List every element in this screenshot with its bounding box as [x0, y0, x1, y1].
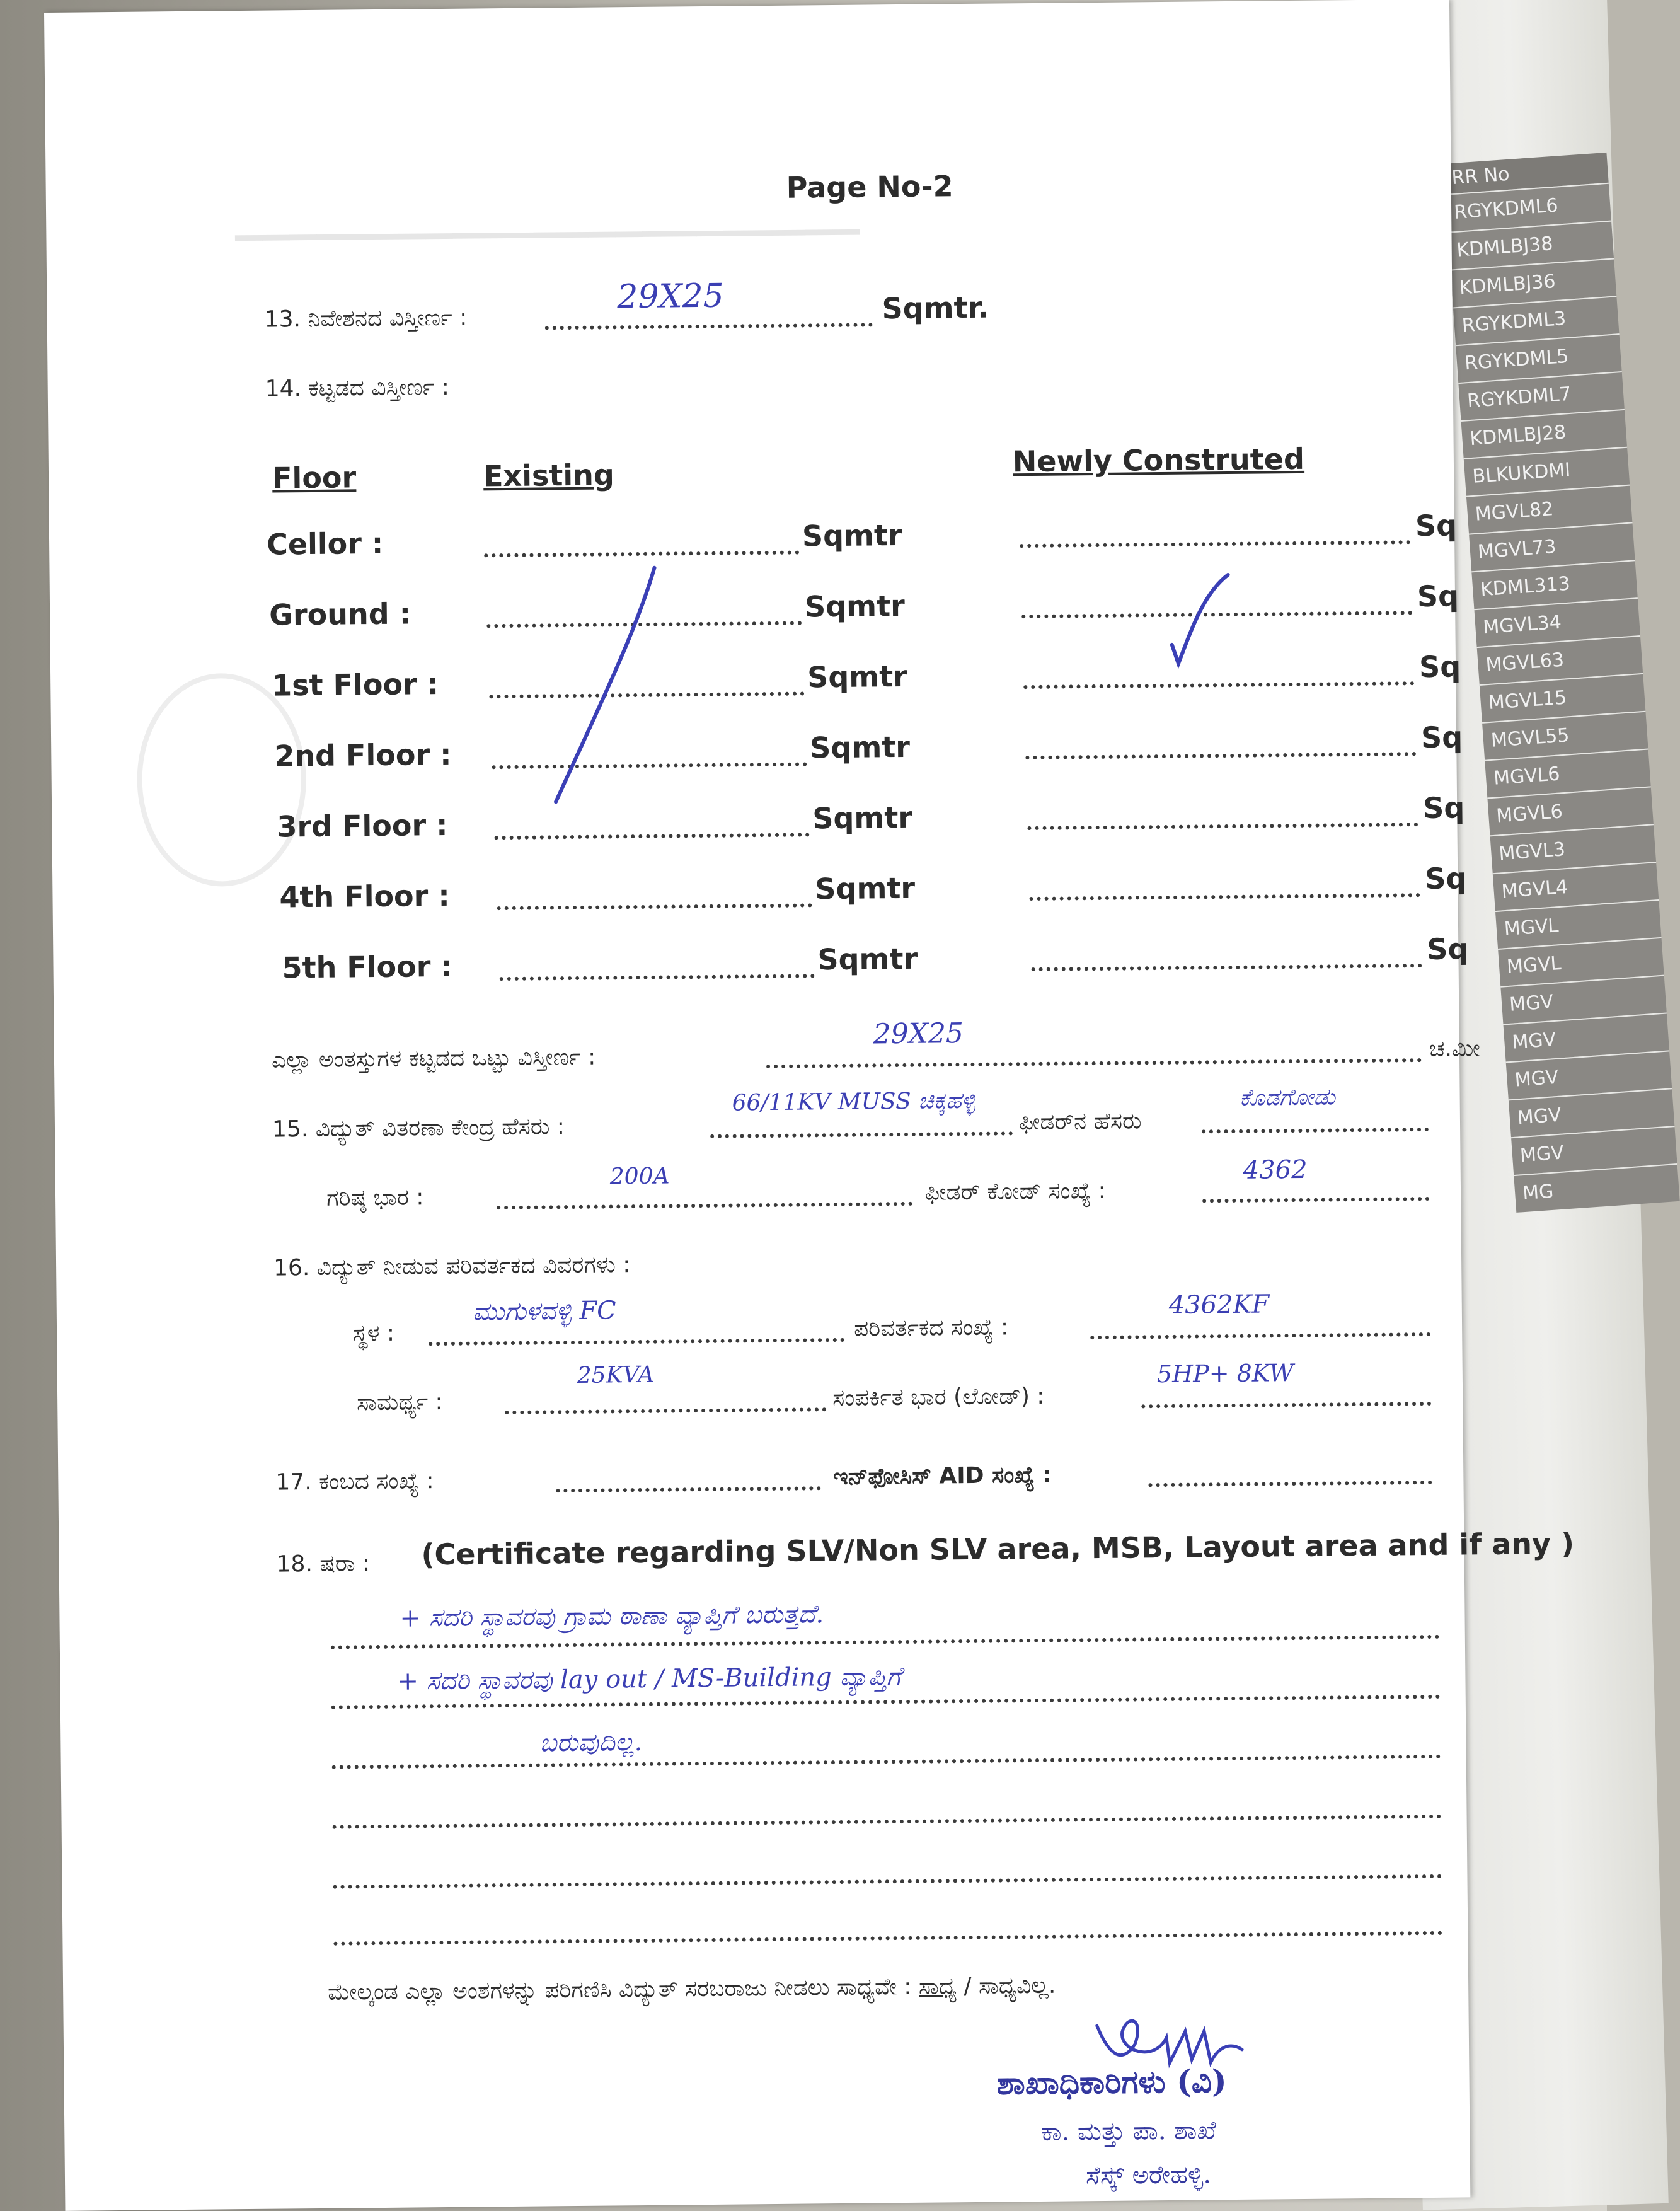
column-floor: Floor: [272, 460, 357, 495]
column-newly-constructed: Newly Construted: [1012, 441, 1305, 479]
item17-aid-dotted-line: [1148, 1481, 1432, 1487]
rr-list-item: MGVL55: [1482, 711, 1648, 760]
item15-max-load-dotted-line: [497, 1202, 912, 1209]
remarks-line-3: [332, 1755, 1441, 1769]
remark-3: ಬರುವುದಿಲ್ಲ.: [539, 1728, 643, 1758]
floor-label: 3rd Floor :: [277, 807, 448, 844]
rr-list-item: MGV: [1509, 1088, 1675, 1137]
item15-feeder-code-dotted-line: [1202, 1197, 1429, 1203]
feasibility-option-no: ಸಾಧ್ಯವಿಲ್ಲ.: [978, 1972, 1056, 1999]
item15-feeder-value: ಕೊಡಗೋಡು: [1239, 1084, 1335, 1111]
rr-list-item: KDMLBJ36: [1451, 258, 1617, 307]
rr-list-header: RR No: [1443, 153, 1609, 194]
item16-connected-load-label: ಸಂಪರ್ಕಿತ ಭಾರ (ಲೋಡ್) :: [832, 1383, 1045, 1412]
item17-pole-dotted-line: [556, 1486, 821, 1492]
item15-max-load-label: ಗರಿಷ್ಠ ಭಾರ :: [326, 1184, 424, 1211]
floor-new-unit: Sq: [1415, 508, 1458, 543]
floor-new-dotted-line: [1025, 752, 1416, 759]
remarks-line-5: [333, 1874, 1442, 1889]
remarks-line-6: [333, 1931, 1442, 1946]
total-area-value: 29X25: [873, 1017, 964, 1051]
floor-new-dotted-line: [1020, 540, 1410, 548]
item16-capacity-value: 25KVA: [577, 1361, 655, 1388]
signature-line-3: ಸೆಸ್ಕ್ ಅರೇಹಳ್ಳಿ.: [1085, 2160, 1212, 2191]
item16-tc-no-label: ಪರಿವರ್ತಕದ ಸಂಖ್ಯೆ :: [853, 1314, 1009, 1342]
remarks-line-4: [333, 1815, 1442, 1829]
floor-existing-unit: Sqmtr: [804, 588, 906, 624]
floor-label: 2nd Floor :: [274, 737, 452, 773]
floor-existing-unit: Sqmtr: [815, 870, 916, 906]
item18-title: (Certificate regarding SLV/Non SLV area, MSB, Layout area and if any ): [421, 1526, 1575, 1572]
floor-existing-unit: Sqmtr: [817, 941, 918, 977]
item13-dotted-line: [545, 323, 873, 330]
item16-tc-no-value: 4362KF: [1168, 1290, 1270, 1320]
item15-label: 15. ವಿದ್ಯುತ್ ವಿತರಣಾ ಕೇಂದ್ರ ಹೆಸರು :: [272, 1114, 565, 1143]
remark-2: + ಸದರಿ ಸ್ಥಾವರವು lay out / MS-Building ವ್ಯಾಪ್ತಿಗೆ: [397, 1662, 902, 1696]
remarks-line-1: [331, 1635, 1440, 1649]
remark-1: + ಸದರಿ ಸ್ಥಾವರವು ಗ್ರಾಮ ಠಾಣಾ ವ್ಯಾಪ್ತಿಗೆ ಬರುತ್ತದೆ.: [400, 1600, 824, 1633]
rr-list-item: RGYKDML6: [1445, 183, 1611, 232]
item16-capacity-dotted-line: [505, 1407, 826, 1414]
item16-capacity-label: ಸಾಮರ್ಥ್ಯ :: [357, 1389, 443, 1416]
rr-list-item: RGYKDML7: [1458, 371, 1625, 420]
remarks-line-2: [331, 1695, 1441, 1709]
item16-tc-no-dotted-line: [1090, 1332, 1430, 1339]
existing-column-strike-mark: [541, 561, 682, 814]
item16-connected-load-dotted-line: [1141, 1402, 1431, 1408]
floor-label: 4th Floor :: [279, 878, 450, 915]
column-existing: Existing: [483, 458, 615, 494]
rr-list-item: RGYKDML5: [1456, 333, 1622, 383]
item16-label: 16. ವಿದ್ಯುತ್ ನೀಡುವ ಪರಿವರ್ತಕದ ವಿವರಗಳು :: [273, 1252, 631, 1281]
item15-max-load-value: 200A: [609, 1163, 670, 1190]
item14-label: 14. ಕಟ್ಟಡದ ವಿಸ್ತೀರ್ಣ :: [265, 374, 450, 402]
floor-existing-dotted-line: [495, 833, 810, 840]
rr-list-item: MGVL6: [1487, 786, 1654, 835]
item17-label: 17. ಕಂಬದ ಸಂಖ್ಯೆ :: [275, 1468, 434, 1496]
floor-existing-dotted-line: [500, 974, 815, 981]
item16-place-dotted-line: [429, 1338, 844, 1346]
rr-list-item: MGVL63: [1477, 635, 1643, 684]
new-column-tick-mark: [1165, 569, 1242, 695]
floor-new-unit: Sq: [1418, 649, 1461, 684]
item15-feeder-code-value: 4362: [1243, 1155, 1308, 1185]
rr-list-item: MGVL82: [1466, 485, 1633, 534]
feasibility-text: ಮೇಲ್ಕಂಡ ಎಲ್ಲಾ ಅಂಶಗಳನ್ನು ಪರಿಗಣಿಸಿ ವಿದ್ಯುತ್ ಸರಬರಾಜು ನೀಡಲು ಸಾಧ್ಯವೇ :: [327, 1973, 912, 2006]
floor-label: 1st Floor :: [272, 667, 439, 703]
item13-value: 29X25: [617, 277, 725, 316]
item15-station-value: 66/11KV MUSS ಚಿಕ್ಕಹಳ್ಳಿ: [732, 1087, 975, 1116]
rr-list-item: BLKUKDMI: [1464, 447, 1630, 496]
floor-existing-unit: Sqmtr: [809, 729, 911, 765]
bleed-through-text: ▁▁▁▁▁▁▁▁▁▁▁▁▁▁▁▁▁▁▁▁▁▁▁: [234, 193, 860, 241]
item15-feeder-code-label: ಫೀಡರ್ ಕೋಡ್ ಸಂಖ್ಯೆ :: [924, 1177, 1107, 1206]
rr-list-item: KDMLBJ38: [1448, 221, 1614, 270]
floor-new-dotted-line: [1032, 964, 1422, 971]
rr-list-item: MGV: [1511, 1126, 1677, 1175]
rr-list-item: MGVL34: [1474, 597, 1640, 647]
floor-existing-dotted-line: [484, 551, 799, 558]
floor-label: Ground :: [268, 596, 411, 632]
item13-label: 13. ನಿವೇಶನದ ವಿಸ್ತೀರ್ಣ :: [264, 304, 468, 333]
rr-list-item: KDML313: [1471, 560, 1638, 609]
item15-feeder-dotted-line: [1202, 1128, 1429, 1133]
rr-list-item: MGV: [1506, 1050, 1672, 1099]
floor-existing-unit: Sqmtr: [807, 659, 908, 695]
floor-existing-unit: Sqmtr: [802, 517, 902, 553]
rr-list-item: MGVL15: [1480, 673, 1646, 722]
floor-new-unit: Sq: [1425, 861, 1467, 896]
floor-new-unit: Sq: [1427, 932, 1469, 967]
item13-unit: Sqmtr.: [882, 290, 989, 326]
item15-station-dotted-line: [710, 1131, 1013, 1138]
rr-list-item: MGV: [1500, 975, 1667, 1024]
item17-aid-label: ಇನ್‌ಫೋಸಿಸ್ AID ಸಂಖ್ಯೆ :: [833, 1462, 1052, 1491]
total-area-label: ಎಲ್ಲಾ ಅಂತಸ್ತುಗಳ ಕಟ್ಟಡದ ಒಟ್ಟು ವಿಸ್ತೀರ್ಣ :: [271, 1044, 596, 1073]
floor-label: 5th Floor :: [282, 949, 453, 985]
rr-list-item: RGYKDML3: [1453, 296, 1620, 345]
rr-list-item: KDMLBJ28: [1461, 409, 1627, 458]
feasibility-option-yes: ಸಾಧ್ಯ: [918, 1973, 957, 2000]
feasibility-separator: /: [964, 1973, 972, 2000]
item16-connected-load-value: 5HP+ 8KW: [1156, 1359, 1294, 1388]
item15-feeder-label: ಫೀಡರ್‌ನ ಹೆಸರು: [1018, 1108, 1142, 1136]
total-area-dotted-line: [766, 1058, 1422, 1068]
floor-new-unit: Sq: [1417, 579, 1459, 614]
rr-list-item: MGVL4: [1493, 862, 1659, 911]
rr-list-item: MGVL3: [1490, 824, 1657, 873]
floor-existing-dotted-line: [497, 903, 812, 910]
floor-new-dotted-line: [1027, 823, 1418, 830]
rr-list-item: MGVL73: [1469, 522, 1635, 571]
total-area-unit: ಚ.ಮೀ: [1429, 1036, 1480, 1062]
floor-new-unit: Sq: [1422, 790, 1465, 826]
signature-line-2: ಕಾ. ಮತ್ತು ಪಾ. ಶಾಖೆ: [1041, 2116, 1217, 2147]
item16-place-value: ಮುಗುಳವಳ್ಳಿ FC: [472, 1296, 616, 1327]
page-header: Page No-2: [786, 169, 953, 205]
rr-list-item: MG: [1514, 1163, 1680, 1213]
item16-place-label: ಸ್ಥಳ :: [352, 1320, 395, 1347]
signature-line-1: ಶಾಖಾಧಿಕಾರಿಗಳು (ವಿ): [996, 2062, 1227, 2102]
rr-list-item: MGV: [1503, 1013, 1669, 1062]
floor-existing-unit: Sqmtr: [812, 800, 913, 836]
floor-label: Cellor :: [266, 526, 384, 562]
floor-new-dotted-line: [1030, 893, 1420, 901]
floor-new-unit: Sq: [1420, 720, 1463, 755]
rr-list-item: MGVL: [1498, 937, 1664, 986]
rr-list-item: MGVL: [1495, 899, 1662, 949]
rr-list-item: MGVL6: [1485, 749, 1651, 798]
item18-label: 18. ಷರಾ :: [276, 1550, 371, 1578]
feasibility-question: [328, 1973, 1056, 2006]
